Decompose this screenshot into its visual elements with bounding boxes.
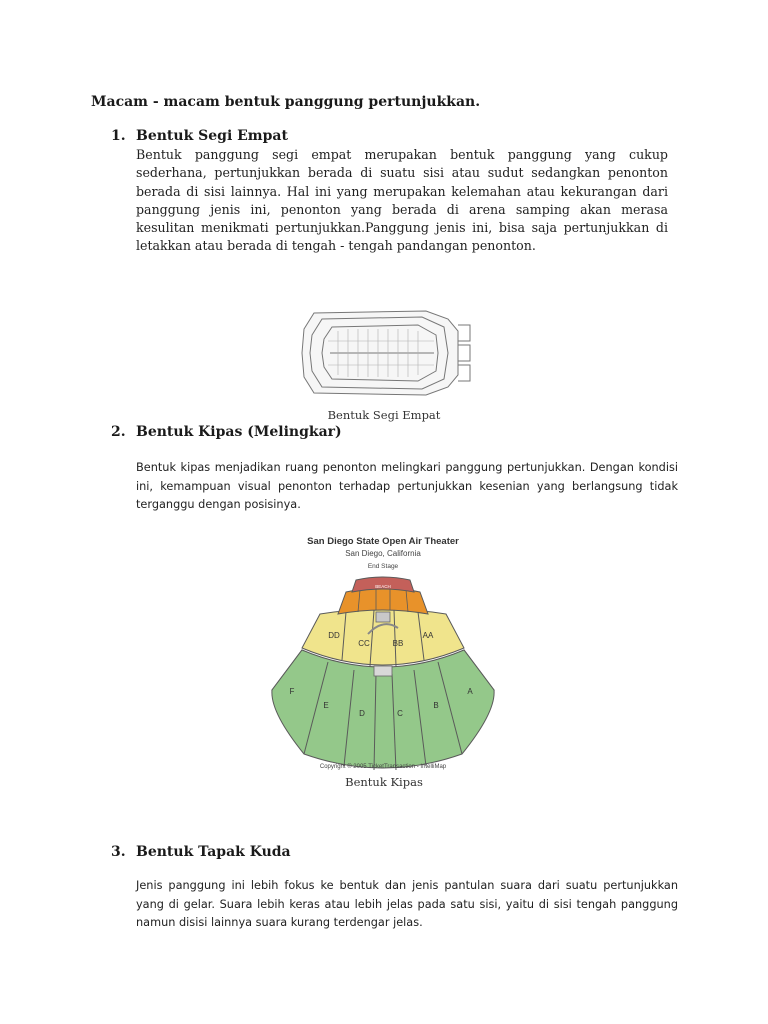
seatmap-copyright: Copyright © 2005 TicketTransaction - IntelliMap [319,764,447,770]
seatmap-stage-label: End Stage [367,563,399,570]
section-label-cc: CC [358,639,370,648]
segi-empat-figure [298,305,476,401]
section-2-number: 2. [111,424,126,440]
seatmap-title: San Diego State Open Air Theater [307,536,459,547]
section-2-paragraph: Bentuk kipas menjadikan ruang penonton melingkari panggung pertunjukkan. Dengan kondisi ini, kemampuan visual penonton terhadap pertunjukkan kesenian yang berlangsung tidak terganggu dengan posisinya. [136,461,678,511]
kipas-seatmap [258,532,508,772]
top-section-label: BEACH [375,584,391,589]
section-1-paragraph: Bentuk panggung segi empat merupakan bentuk panggung yang cukup sederhana, pertunjukkan berada di suatu sisi atau sudut sedangkan penonton berada di sisi lainnya. Hal ini yang merupakan kelemahan atau kekurangan dari panggung jenis ini, penonton yang berada di arena samping akan merasa kesulitan menikmati pertunjukkan.Panggung jenis ini, bisa saja pertunjukkan di letakkan atau berada di tengah - tengah pandangan penonton. [136,147,668,254]
section-label-d: D [359,709,365,718]
section-label-c: C [397,709,403,718]
document-title: Macam - macam bentuk panggung pertunjukkan. [91,94,481,110]
orange-tier [338,588,428,614]
section-1-heading: Bentuk Segi Empat [136,128,288,144]
section-label-e: E [323,701,329,710]
section-3-number: 3. [111,844,126,860]
section-label-a: A [467,687,473,696]
section-label-f: F [289,687,295,696]
section-1-number: 1. [111,128,126,144]
section-label-aa: AA [422,631,434,640]
section-3-paragraph: Jenis panggung ini lebih fokus ke bentuk dan jenis pantulan suara dari suatu pertunjukkan yang di gelar. Suara lebih keras atau lebih jelas pada satu sisi, yaitu di sisi tengah panggung namun disisi lainnya suara kurang terdengar jelas. [136,879,678,929]
section-label-bb: BB [392,639,404,648]
section-label-dd: DD [328,631,340,640]
seatmap-subtitle: San Diego, California [345,549,421,558]
section-1-caption: Bentuk Segi Empat [327,408,441,422]
section-2-caption: Bentuk Kipas [345,775,423,789]
section-2-heading: Bentuk Kipas (Melingkar) [136,424,342,440]
section-3-heading: Bentuk Tapak Kuda [136,844,291,860]
section-label-b: B [433,701,439,710]
